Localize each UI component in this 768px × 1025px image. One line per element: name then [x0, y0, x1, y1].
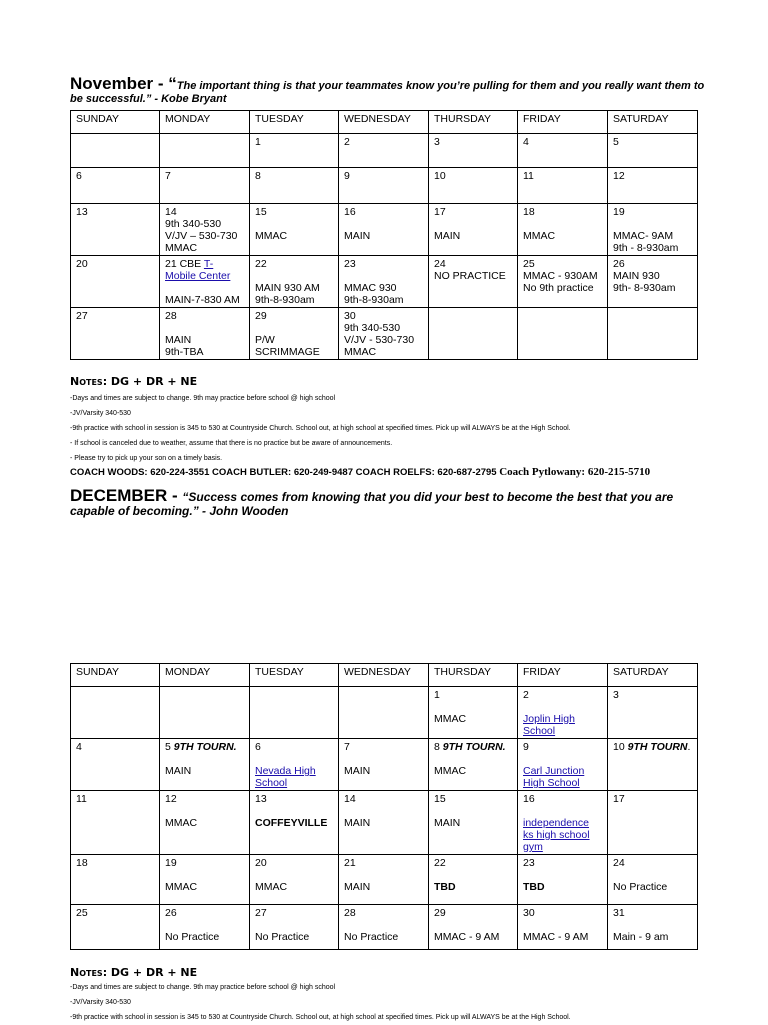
cell-line: MAIN [165, 334, 192, 346]
cell-line: 9 [344, 170, 350, 182]
cell-line: MMAC [344, 346, 377, 358]
day-cell [250, 687, 339, 739]
cell-spacer [255, 805, 333, 817]
cell-line: 16 [523, 793, 535, 805]
day-cell [608, 204, 698, 256]
day-cell [250, 739, 339, 791]
november-calendar [70, 110, 698, 360]
cell-spacer [523, 701, 602, 713]
november-quote-line2: be successful.” - Kobe Bryant [70, 93, 227, 105]
cell-line: 19 [613, 206, 625, 218]
week-row [71, 168, 698, 204]
day-cell [608, 905, 698, 950]
cell-line: 4 [523, 136, 529, 148]
week-row [71, 855, 698, 905]
cell-line: 9th-TBA [165, 346, 204, 358]
day-cell [608, 134, 698, 168]
day-cell [429, 308, 518, 360]
week-row [71, 204, 698, 256]
day-cell [160, 168, 250, 204]
note-line: -JV/Varsity 340-530 [70, 999, 131, 1006]
day-cell [160, 256, 250, 308]
cell-line: MAIN [434, 230, 461, 242]
cell-line: MMAC - 930AM [523, 270, 598, 282]
cell-line: 8 [255, 170, 261, 182]
cell-line: No Practice [344, 931, 399, 943]
day-header: WEDNESDAY [339, 664, 429, 687]
day-header: SUNDAY [71, 664, 160, 687]
day-cell [339, 134, 429, 168]
cell-line: 13 [76, 206, 88, 218]
day-cell [518, 256, 608, 308]
cell-line: MAIN 930 [613, 270, 660, 282]
cell-line: 19 [165, 857, 177, 869]
cell-line: 5 [613, 136, 619, 148]
cell-line: 20 [255, 857, 267, 869]
day-cell [339, 855, 429, 905]
day-header: TUESDAY [250, 664, 339, 687]
day-cell [250, 308, 339, 360]
cell-line: 12 [613, 170, 625, 182]
day-cell [71, 791, 160, 855]
cell-line: MMAC [523, 230, 556, 242]
cell-line: 9th- 8-930am [613, 282, 676, 294]
december-notes-title: Notes: DG + DR + NE [70, 966, 198, 979]
cell-spacer [165, 869, 244, 881]
cell-spacer [344, 270, 423, 282]
cell-line: 9th 340-530 [165, 218, 222, 230]
cell-spacer [344, 919, 423, 931]
cell-text: 9TH TOURN [627, 741, 688, 753]
cell-line [613, 741, 692, 753]
week-row [71, 739, 698, 791]
cell-line: MMAC - 9 AM [523, 931, 589, 943]
december-calendar [70, 663, 698, 950]
venue-link[interactable]: independence [523, 817, 589, 829]
cell-line: MAIN-7-830 AM [165, 294, 240, 306]
december-quote-line2: capable of becoming.” - John Wooden [70, 504, 289, 518]
day-cell [518, 687, 608, 739]
cell-line: 30 [344, 310, 356, 322]
cell-line: TBD [523, 881, 545, 893]
venue-link[interactable]: T- [203, 258, 214, 270]
cell-line: 9th 340-530 [344, 322, 401, 334]
cell-text: 9TH TOURN. [442, 741, 506, 753]
cell-line: No Practice [255, 931, 310, 943]
day-cell [160, 308, 250, 360]
cell-spacer [165, 322, 244, 334]
cell-spacer [255, 919, 333, 931]
cell-spacer [613, 869, 692, 881]
week-row [71, 256, 698, 308]
cell-text: 10 [613, 741, 628, 753]
venue-link[interactable]: ks high school [523, 829, 590, 841]
cell-spacer [165, 282, 244, 294]
cell-line: MMAC [434, 765, 467, 777]
cell-line: MMAC [255, 230, 288, 242]
cell-spacer [434, 805, 512, 817]
cell-text: 21 CBE [165, 258, 204, 270]
cell-spacer [255, 270, 333, 282]
day-cell [250, 905, 339, 950]
cell-line: 22 [434, 857, 446, 869]
day-cell [518, 855, 608, 905]
cell-line: 18 [523, 206, 535, 218]
cell-text: 8 [434, 741, 443, 753]
cell-line: 9th - 8-930am [613, 242, 679, 254]
cell-line: MAIN [165, 765, 192, 777]
november-notes [70, 391, 571, 466]
cell-line [165, 258, 244, 270]
day-cell [71, 855, 160, 905]
day-cell [608, 855, 698, 905]
note-line: -9th practice with school in session is 345 to 530 at Countryside Church. School out, at high school at specified times. Pick up will ALWAYS be at the High School. [70, 425, 571, 432]
cell-line: MMAC [165, 881, 198, 893]
cell-spacer [255, 869, 333, 881]
cell-line: 26 [165, 907, 177, 919]
cell-line: 27 [255, 907, 267, 919]
cell-spacer [344, 805, 423, 817]
venue-link[interactable]: School [255, 777, 288, 789]
day-header: MONDAY [160, 664, 250, 687]
cell-line: 12 [165, 793, 177, 805]
venue-link[interactable]: Nevada High [255, 765, 316, 777]
day-header: FRIDAY [518, 664, 608, 687]
week-row [71, 134, 698, 168]
day-cell [518, 204, 608, 256]
cell-line: 21 [344, 857, 356, 869]
week-row [71, 308, 698, 360]
cell-line: MAIN [434, 817, 461, 829]
cell-line: 3 [434, 136, 440, 148]
day-header: WEDNESDAY [339, 111, 429, 134]
cell-spacer [344, 218, 423, 230]
cell-line: MAIN 930 AM [255, 282, 320, 294]
cell-spacer [165, 919, 244, 931]
day-cell [518, 308, 608, 360]
cell-line: MAIN [344, 230, 371, 242]
cell-line: No Practice [613, 881, 668, 893]
cell-line: No 9th practice [523, 282, 594, 294]
day-cell [71, 256, 160, 308]
cell-line: 28 [344, 907, 356, 919]
day-cell [160, 687, 250, 739]
november-title: November - “ [70, 74, 177, 93]
day-cell [71, 687, 160, 739]
cell-line: MMAC [255, 881, 288, 893]
day-cell [250, 204, 339, 256]
cell-line: 14 [344, 793, 356, 805]
cell-line: 23 [523, 857, 535, 869]
cell-spacer [434, 701, 512, 713]
cell-spacer [434, 218, 512, 230]
day-cell [429, 687, 518, 739]
coach-contacts [70, 466, 650, 478]
cell-line: 1 [434, 689, 440, 701]
cell-line: 23 [344, 258, 356, 270]
cell-line: 29 [434, 907, 446, 919]
venue-link[interactable]: Joplin High [523, 713, 575, 725]
december-quote-line1: “Success comes from knowing that you did your best to become the best that you are [182, 490, 674, 504]
note-line: - Please try to pick up your son on a timely basis. [70, 455, 223, 462]
cell-line: 11 [523, 170, 534, 182]
cell-line: 28 [165, 310, 177, 322]
cell-line: 16 [344, 206, 356, 218]
note-line: -Days and times are subject to change. 9th may practice before school @ high school [70, 984, 336, 991]
day-cell [429, 256, 518, 308]
day-cell [608, 256, 698, 308]
cell-text: . [687, 741, 691, 753]
cell-spacer [165, 805, 244, 817]
cell-line: MMAC [165, 242, 198, 254]
november-notes-title: Notes: DG + DR + NE [70, 375, 198, 388]
note-line: -Days and times are subject to change. 9th may practice before school @ high school [70, 395, 336, 402]
note-line: -9th practice with school in session is 345 to 530 at Countryside Church. School out, at high school at specified times. Pick up will ALWAYS be at the High School. [70, 1014, 571, 1021]
november-heading [70, 74, 710, 94]
day-cell [608, 791, 698, 855]
day-cell [160, 791, 250, 855]
day-cell [608, 739, 698, 791]
day-cell [250, 855, 339, 905]
cell-line: SCRIMMAGE [255, 346, 320, 358]
day-cell [71, 905, 160, 950]
day-header: SATURDAY [608, 664, 698, 687]
cell-line: MAIN [344, 765, 371, 777]
cell-line: 14 [165, 206, 177, 218]
cell-line: MMAC 930 [344, 282, 397, 294]
day-cell [160, 855, 250, 905]
cell-line: NO PRACTICE [434, 270, 506, 282]
day-cell [429, 168, 518, 204]
cell-line: 13 [255, 793, 267, 805]
cell-line: 26 [613, 258, 625, 270]
day-cell [250, 134, 339, 168]
cell-line: 2 [523, 689, 529, 701]
week-row [71, 687, 698, 739]
day-cell [71, 308, 160, 360]
cell-line: MMAC [434, 713, 467, 725]
cell-line: TBD [434, 881, 456, 893]
cell-spacer [613, 919, 692, 931]
cell-line: 9th-8-930am [255, 294, 315, 306]
day-cell [429, 739, 518, 791]
day-cell [71, 134, 160, 168]
cell-line: 4 [76, 741, 82, 753]
venue-link[interactable]: High School [523, 777, 580, 789]
cell-line: Main - 9 am [613, 931, 669, 943]
day-cell [429, 791, 518, 855]
day-cell [608, 168, 698, 204]
cell-text: 5 [165, 741, 174, 753]
cell-line: V/JV - 530-730 [344, 334, 415, 346]
cell-spacer [165, 753, 244, 765]
cell-spacer [434, 753, 512, 765]
day-cell [339, 204, 429, 256]
cell-line: 15 [434, 793, 446, 805]
day-cell [339, 905, 429, 950]
cell-line: 15 [255, 206, 267, 218]
day-cell [339, 256, 429, 308]
cell-line: P/W [255, 334, 275, 346]
day-cell [518, 905, 608, 950]
cell-line: 2 [344, 136, 350, 148]
cell-line: MAIN [344, 817, 371, 829]
week-row [71, 905, 698, 950]
day-header: SATURDAY [608, 111, 698, 134]
cell-spacer [613, 218, 692, 230]
day-cell [429, 855, 518, 905]
cell-spacer [344, 869, 423, 881]
day-cell [518, 791, 608, 855]
day-header: SUNDAY [71, 111, 160, 134]
coach-contact-pytlowany: Coach Pytlowany: 620-215-5710 [499, 466, 651, 478]
cell-line: 27 [76, 310, 88, 322]
cell-text: 9TH TOURN. [173, 741, 237, 753]
cell-line: 29 [255, 310, 267, 322]
day-cell [518, 134, 608, 168]
cell-spacer [523, 753, 602, 765]
cell-spacer [523, 805, 602, 817]
venue-link[interactable]: Carl Junction [523, 765, 585, 777]
cell-spacer [434, 869, 512, 881]
cell-line: 22 [255, 258, 267, 270]
day-header: TUESDAY [250, 111, 339, 134]
cell-line: 17 [434, 206, 446, 218]
day-cell [429, 134, 518, 168]
day-cell [339, 308, 429, 360]
december-notes [70, 980, 571, 1025]
cell-spacer [255, 218, 333, 230]
day-cell [429, 905, 518, 950]
cell-line: 24 [434, 258, 446, 270]
cell-line: 24 [613, 857, 625, 869]
note-line: -JV/Varsity 340-530 [70, 410, 131, 417]
note-line: - If school is canceled due to weather, assume that there is no practice but be aware of announcements. [70, 440, 393, 447]
cell-line: 30 [523, 907, 535, 919]
cell-line: 25 [523, 258, 535, 270]
day-cell [608, 687, 698, 739]
day-cell [518, 739, 608, 791]
day-cell [518, 168, 608, 204]
cell-line: 3 [613, 689, 619, 701]
cell-spacer [344, 753, 423, 765]
cell-line: 9th-8-930am [344, 294, 404, 306]
day-cell [71, 168, 160, 204]
cell-line: 9 [523, 741, 529, 753]
cell-line: COFFEYVILLE [255, 817, 328, 829]
november-quote-line1: The important thing is that your teammates know you’re pulling for them and you really want them to [176, 80, 705, 92]
cell-line: 17 [613, 793, 625, 805]
day-cell [160, 905, 250, 950]
cell-line: 10 [434, 170, 446, 182]
cell-line: 18 [76, 857, 88, 869]
day-cell [250, 256, 339, 308]
cell-line: 20 [76, 258, 88, 270]
cell-spacer [434, 919, 512, 931]
cell-line: 11 [76, 793, 87, 805]
cell-line: MAIN [344, 881, 371, 893]
cell-line: MMAC- 9AM [613, 230, 674, 242]
cell-line [434, 741, 512, 753]
cell-line: 31 [613, 907, 625, 919]
day-cell [608, 308, 698, 360]
day-header: MONDAY [160, 111, 250, 134]
december-title: DECEMBER - [70, 486, 183, 505]
day-cell [71, 739, 160, 791]
cell-spacer [255, 753, 333, 765]
cell-line: 7 [344, 741, 350, 753]
day-header: THURSDAY [429, 664, 518, 687]
venue-link[interactable]: Mobile Center [165, 270, 231, 282]
cell-spacer [523, 919, 602, 931]
cell-line: 7 [165, 170, 171, 182]
day-cell [250, 791, 339, 855]
cell-line: MMAC - 9 AM [434, 931, 500, 943]
day-cell [71, 204, 160, 256]
cell-line: 25 [76, 907, 88, 919]
december-heading [70, 486, 720, 506]
day-cell [339, 791, 429, 855]
day-cell [339, 168, 429, 204]
day-cell [429, 204, 518, 256]
cell-line: V/JV – 530-730 [165, 230, 238, 242]
cell-line: 1 [255, 136, 261, 148]
venue-link[interactable]: gym [523, 841, 543, 853]
day-header: FRIDAY [518, 111, 608, 134]
week-row [71, 791, 698, 855]
day-cell [250, 168, 339, 204]
cell-line: 6 [76, 170, 82, 182]
day-cell [160, 134, 250, 168]
day-cell [339, 739, 429, 791]
cell-line: MMAC [165, 817, 198, 829]
day-header: THURSDAY [429, 111, 518, 134]
cell-line: No Practice [165, 931, 220, 943]
cell-line: 6 [255, 741, 261, 753]
day-cell [160, 204, 250, 256]
cell-spacer [523, 218, 602, 230]
cell-spacer [523, 869, 602, 881]
coach-contacts-main: COACH WOODS: 620-224-3551 COACH BUTLER: 620-249-9487 COACH ROELFS: 620-687-2795 [70, 467, 497, 478]
day-cell [160, 739, 250, 791]
cell-line [165, 741, 244, 753]
day-cell [339, 687, 429, 739]
cell-spacer [255, 322, 333, 334]
venue-link[interactable]: School [523, 725, 556, 737]
